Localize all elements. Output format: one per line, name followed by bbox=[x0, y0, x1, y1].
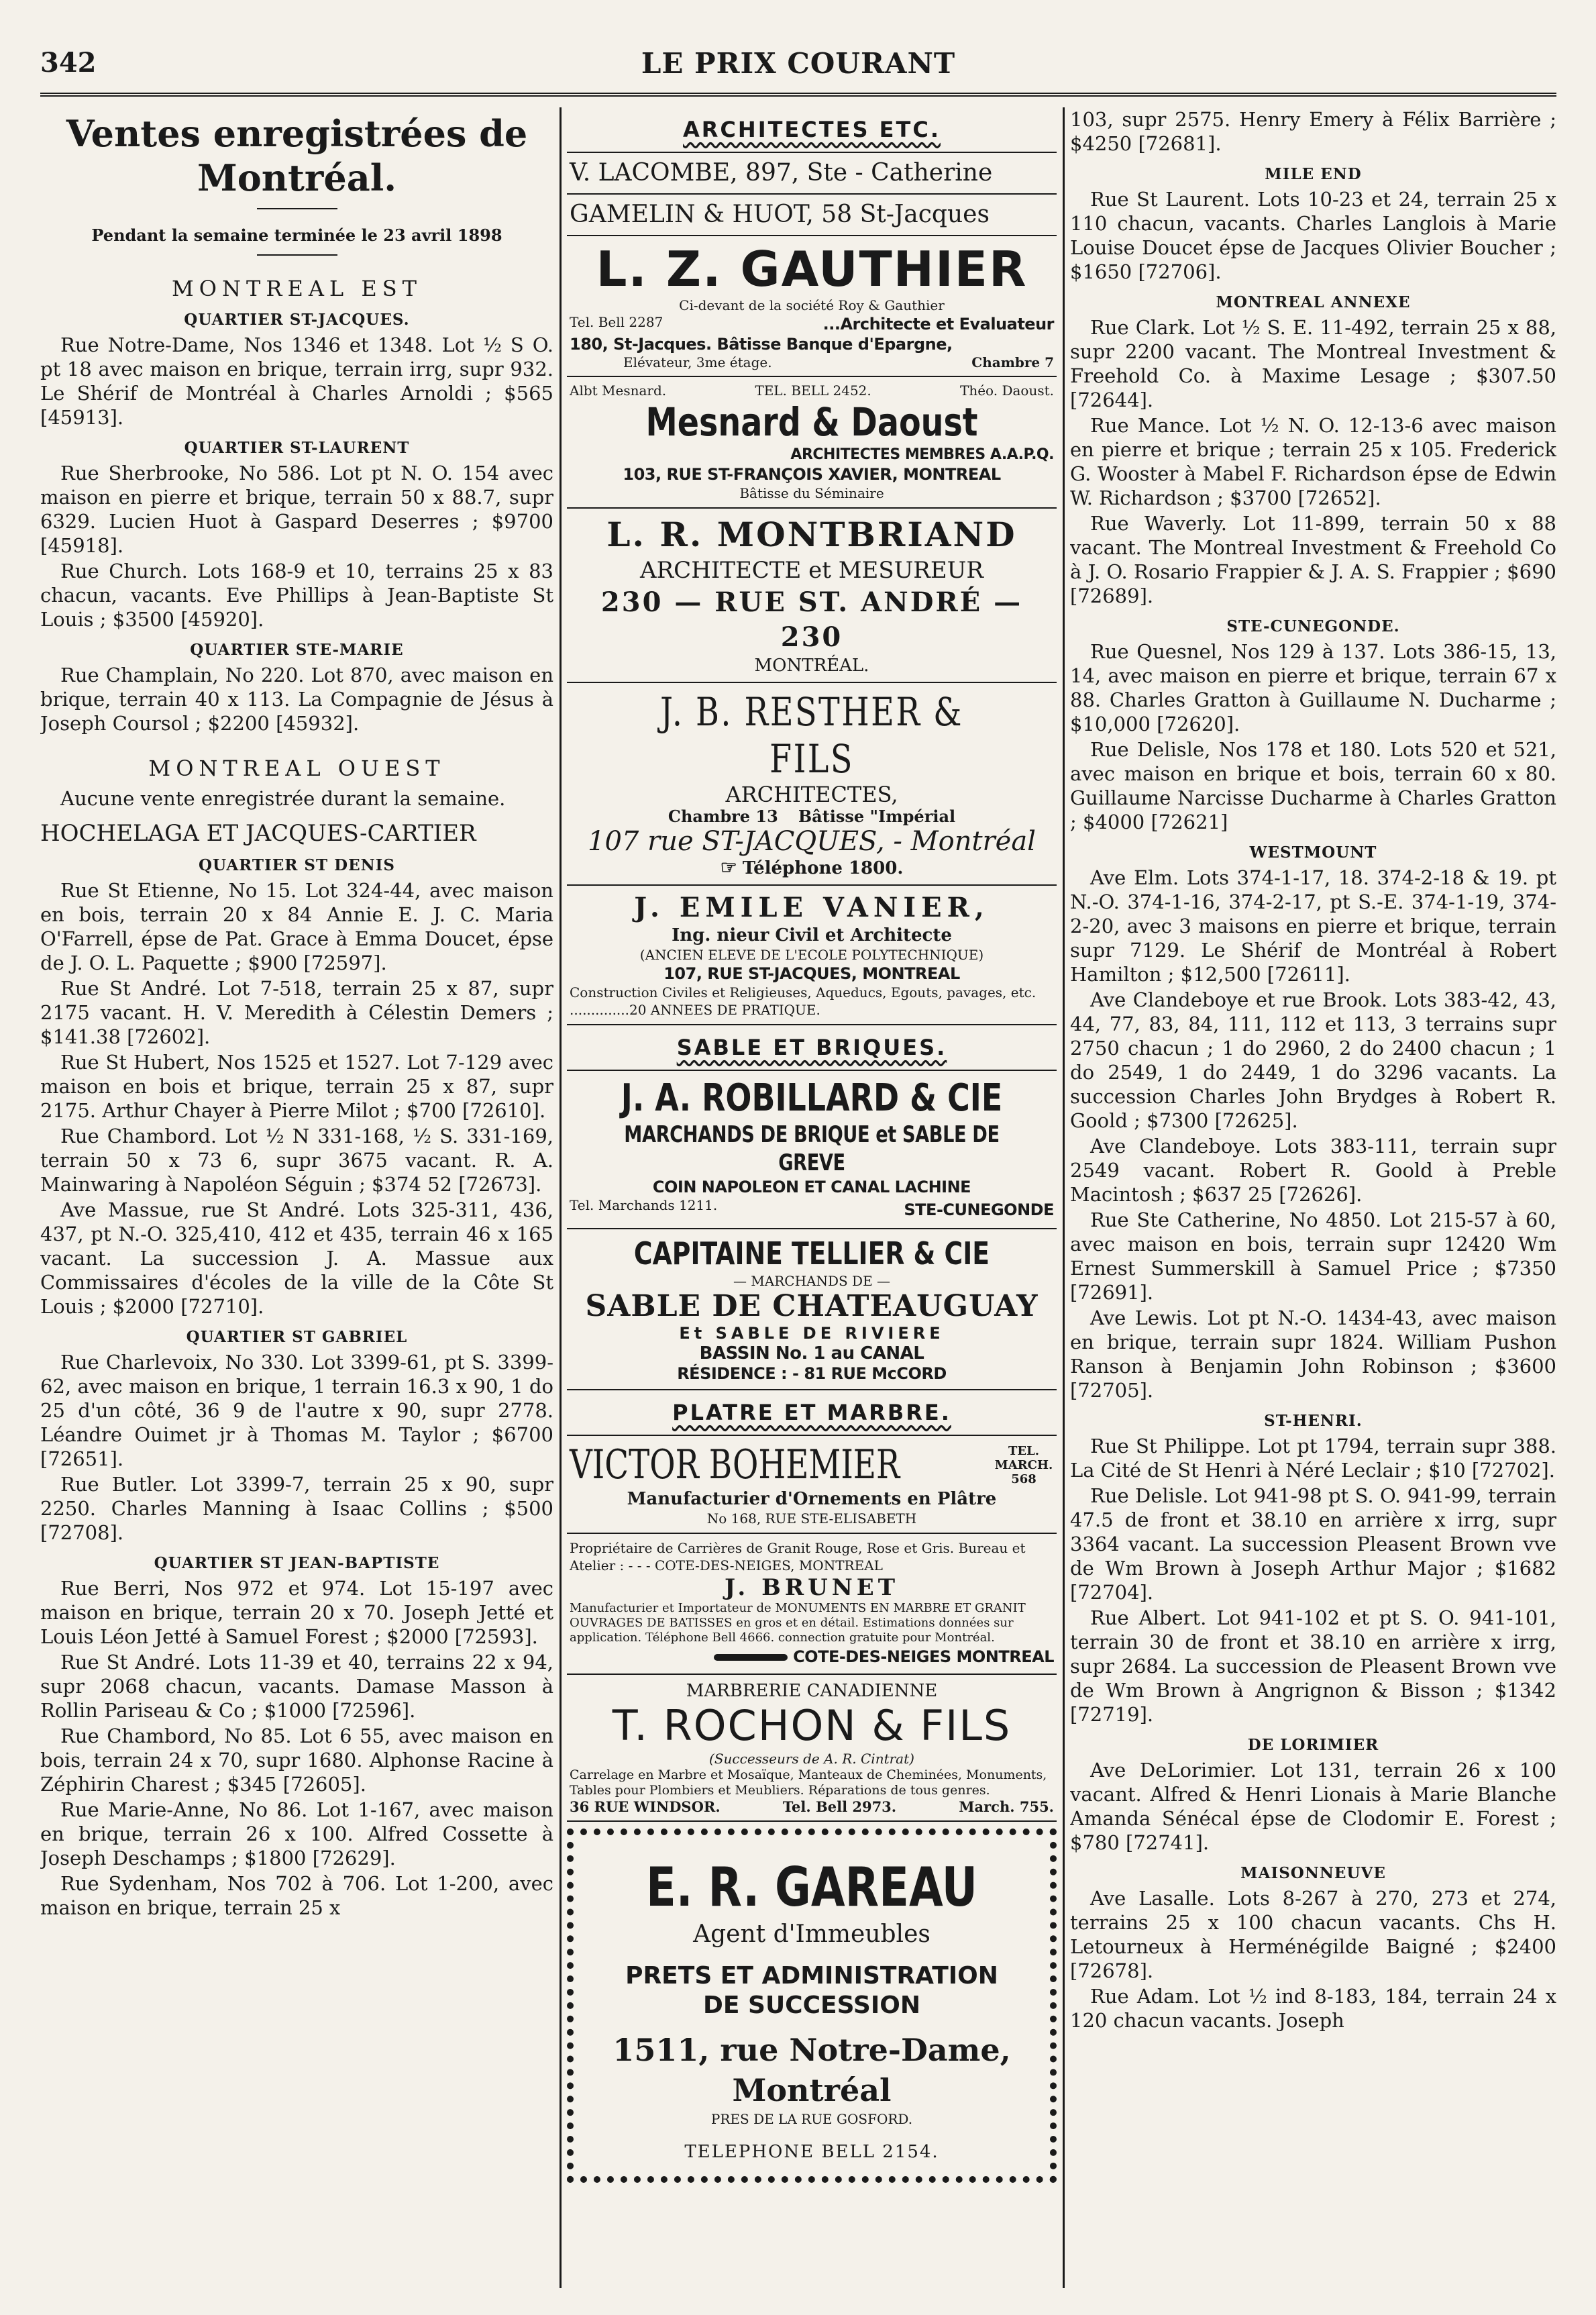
quarter-heading: QUARTIER ST DENIS bbox=[198, 856, 396, 874]
ad-row bbox=[570, 354, 1054, 370]
pointing-hand-icon: ☞ bbox=[720, 856, 737, 878]
sale-entry: Rue Quesnel, Nos 129 à 137. Lots 386-15, 13, 14, avec maison en pierre et brique, terrain 67 x 88. Charles Gratton à Guillaume N. Ducharme ; $10,000 [72620]. bbox=[1070, 640, 1556, 735]
ad-address: 107 rue ST-JACQUES, - Montréal bbox=[588, 826, 1036, 857]
sale-entry: Aucune vente enregistrée durant la semaine. bbox=[60, 787, 506, 810]
district-heading: HOCHELAGA ET JACQUES-CARTIER bbox=[40, 820, 476, 847]
ad-bohemier bbox=[567, 1436, 1057, 1534]
ad-text: ARCHITECTES MEMBRES A.A.P.Q. bbox=[790, 446, 1054, 463]
ad-address: 36 RUE WINDSOR. bbox=[570, 1798, 721, 1815]
ad-address: No 168, RUE STE-ELISABETH bbox=[706, 1510, 917, 1527]
sale-entry: Rue Albert. Lot 941-102 et pt S. O. 941-101, terrain 30 de front et 38.10 en arrière x irrg, supr 2684. La succession de Pleasent Brown vve de Wm Brown à Angrignon & Bisson ; $1342 [72719]. bbox=[1070, 1606, 1556, 1726]
ad-text: Agent d'Immeubles bbox=[693, 1920, 930, 1948]
ad-advertiser-name: J. BRUNET bbox=[724, 1574, 900, 1601]
ad-architectes-header bbox=[567, 107, 1057, 153]
sale-entry: Ave Elm. Lots 374-1-17, 18. 374-2-18 & 19. pt N.-O. 374-1-16, 374-2-17, pt S.-E. 374-1-19, 374-2-20, avec 3 maisons en pierre et brique, terrain supr 7129. Le Shérif de Montréal à Robert Hamilton ; $12,500 [72611]. bbox=[1070, 866, 1556, 986]
sale-entry: Ave Lasalle. Lots 8-267 à 270, 273 et 274, terrains 25 x 100 chacun vacants. Chs H. Letourneux à Herménégilde Baigné ; $2400 [72678]. bbox=[1070, 1887, 1556, 1982]
ad-text: ...Architecte et Evaluateur bbox=[822, 315, 1054, 333]
ad-mesnard-daoust bbox=[567, 377, 1057, 509]
sale-entry: Rue Charlevoix, No 330. Lot 3399-61, pt S. 3399-62, avec maison en brique, 1 terrain 16.3 x 90, 1 do 25 d'un côté, 36 9 de l'autre x 90, supr 2778. Léandre Ouimet jr à Thomas M. Taylor ; $6700 [72651]. bbox=[40, 1351, 553, 1470]
ad-phone: Tel. Bell 2973. bbox=[782, 1798, 897, 1815]
ad-row bbox=[570, 1441, 1054, 1488]
ad-text: Bâtisse "Impérial bbox=[798, 807, 956, 826]
ad-text: Manufacturier d'Ornements en Plâtre bbox=[627, 1489, 997, 1509]
sale-entry: Rue Waverly. Lot 11-899, terrain 50 x 88 vacant. The Montreal Investment & Freehold Co à J. O. Rosario Frappier & J. A. S. Frappier ; $690 [72689]. bbox=[1070, 512, 1556, 607]
ad-text: Chambre 7 bbox=[971, 354, 1054, 370]
sale-entry: Rue Chambord, No 85. Lot 6 55, avec maison en bois, terrain 24 x 70, supr 1680. Alphonse Racine à Zéphirin Charest ; $345 [72605]. bbox=[40, 1725, 553, 1796]
ad-phone: Tel. Bell 2287 bbox=[570, 314, 663, 330]
ad-text: BASSIN No. 1 au CANAL bbox=[699, 1343, 924, 1364]
ad-advertiser-name: CAPITAINE TELLIER & CIE bbox=[633, 1235, 990, 1272]
ad-text: (ANCIEN ELEVE DE L'ECOLE POLYTECHNIQUE) bbox=[639, 947, 984, 963]
ad-phone-text: Téléphone 1800. bbox=[742, 858, 904, 878]
section-subtitle: Pendant la semaine terminée le 23 avril 1898 bbox=[91, 225, 502, 245]
pointing-dash-icon bbox=[714, 1654, 788, 1661]
ad-sable-header bbox=[567, 1025, 1057, 1071]
ad-category-heading: PLATRE ET MARBRE. bbox=[672, 1400, 951, 1425]
sale-entry: Rue Berri, Nos 972 et 974. Lot 15-197 avec maison en brique, terrain 20 x 70. Joseph Jetté et Louis Léon Jetté à Samuel Forest ; $2000 [72593]. bbox=[40, 1577, 553, 1648]
ad-advertiser-name: L. R. MONTBRIAND bbox=[606, 515, 1017, 554]
ad-advertiser-name: L. Z. GAUTHIER bbox=[596, 241, 1028, 297]
quarter-heading: QUARTIER STE-MARIE bbox=[190, 641, 404, 659]
district-heading: ST-HENRI. bbox=[1264, 1412, 1363, 1430]
ad-phone: Tel. Marchands 1211. bbox=[570, 1197, 718, 1213]
ad-text: Chambre 13 bbox=[668, 807, 778, 826]
district-heading: MAISONNEUVE bbox=[1240, 1864, 1386, 1882]
ad-text: SABLE DE CHATEAUGUAY bbox=[585, 1289, 1039, 1323]
ad-advertiser-name: J. EMILE VANIER, bbox=[634, 892, 990, 923]
ad-address: 103, RUE ST-FRANÇOIS XAVIER, MONTREAL bbox=[623, 465, 1001, 484]
ad-address: 180, St-Jacques. Bâtisse Banque d'Epargne, bbox=[570, 335, 953, 354]
ad-address: RÉSIDENCE : - 81 RUE McCORD bbox=[677, 1364, 947, 1383]
ad-text: V. LACOMBE, 897, Ste - Catherine bbox=[570, 159, 993, 187]
ad-text: GAMELIN & HUOT, 58 St-Jacques bbox=[570, 201, 990, 228]
sale-entry: Ave Lewis. Lot pt N.-O. 1434-43, avec maison en brique, terrain supr 1824. William Pushon Ranson à Benjamin John Robinson ; $3600 [72705]. bbox=[1070, 1306, 1556, 1402]
ad-text: Propriétaire de Carrières de Granit Rouge, Rose et Gris. Bureau et Atelier : - - - COTE-DES-NEIGES, MONTREAL bbox=[570, 1540, 1026, 1574]
left-column bbox=[40, 107, 553, 2288]
ad-advertiser-name: E. R. GAREAU bbox=[645, 1856, 978, 1918]
ad-row bbox=[570, 382, 1054, 399]
ad-text: Carrelage en Marbre et Mosaïque, Manteaux de Cheminées, Monuments, Tables pour Plombiers et Meubliers. Réparations de tous genres. bbox=[570, 1767, 1047, 1798]
ad-text: Elévateur, 3me étage. bbox=[623, 354, 772, 370]
ad-text: (Successeurs de A. R. Cintrat) bbox=[709, 1751, 914, 1767]
ad-text: Ing. nieur Civil et Architecte bbox=[672, 925, 952, 945]
ad-row bbox=[570, 1197, 1054, 1223]
ad-text: Théo. Daoust. bbox=[960, 382, 1054, 399]
sale-entry: Rue Delisle. Lot 941-98 pt S. O. 941-99, terrain 47.5 de front et 38.10 en arrière x irrg, supr 3364 vacant. La succession Pleasent Brown vve de Wm Brown à Joseph Arthur Major ; $1682 [72704]. bbox=[1070, 1484, 1556, 1604]
sale-entry: Rue Clark. Lot ½ S. E. 11-492, terrain 25 x 88, supr 2200 vacant. The Montreal Investment & Freehold Co. à Maxime Lesage ; $307.50 [72644]. bbox=[1070, 316, 1556, 411]
short-rule bbox=[257, 254, 337, 256]
ad-advertiser-name: J. A. ROBILLARD & CIE bbox=[621, 1076, 1003, 1120]
sale-entry: Rue St André. Lot 7-518, terrain 25 x 87, supr 2175 vacant. H. V. Meredith à Célestin Demers ; $141.38 [72602]. bbox=[40, 977, 553, 1048]
ad-text: DE SUCCESSION bbox=[703, 1992, 920, 2019]
district-heading: MILE END bbox=[1265, 165, 1362, 183]
ad-brunet bbox=[567, 1534, 1057, 1675]
sale-entry: Rue St Philippe. Lot pt 1794, terrain supr 388. La Cité de St Henri à Néré Leclair ; $10 [72702]. bbox=[1070, 1435, 1556, 1482]
ad-address bbox=[570, 1645, 1054, 1668]
ad-platre-header bbox=[567, 1390, 1057, 1436]
ad-text: Bâtisse du Séminaire bbox=[739, 485, 884, 501]
ad-category-heading: SABLE ET BRIQUES. bbox=[676, 1035, 947, 1060]
section-title: Ventes enregistrées de Montréal. bbox=[66, 112, 528, 199]
ad-text: PRETS ET ADMINISTRATION bbox=[625, 1962, 998, 1990]
quarter-heading: QUARTIER ST-LAURENT bbox=[184, 439, 410, 457]
column-divider bbox=[1063, 107, 1065, 2288]
page-header bbox=[40, 34, 1556, 94]
sale-entry: Rue St Etienne, No 15. Lot 324-44, avec maison en bois, terrain 20 x 84 Annie E. J. C. Maria O'Farrell, épse de Pat. Grace à Emma Doucet, épse de J. O. L. Paquette ; $900 [72597]. bbox=[40, 879, 553, 974]
district-heading: MONTREAL ANNEXE bbox=[1216, 293, 1411, 311]
column-divider bbox=[560, 107, 562, 2288]
ad-address: 1511, rue Notre-Dame, Montréal bbox=[613, 2032, 1011, 2108]
ad-address: 230 — RUE ST. ANDRÉ — 230 bbox=[600, 586, 1023, 653]
ad-text: Ci-devant de la société Roy & Gauthier bbox=[679, 297, 945, 313]
sale-entry: Rue Sherbrooke, No 586. Lot pt N. O. 154 avec maison en pierre et brique, terrain 50 x 88.7, supr 6329. Lucien Huot à Gaspard Deserres ; $9700 [45918]. bbox=[40, 462, 553, 557]
sale-entry: Ave Clandeboye et rue Brook. Lots 383-42, 43, 44, 77, 83, 84, 111, 112 et 113, 3 terrains supr 2750 chacun ; 1 do 2960, 2 do 2400 chacun ; 1 do 2549, 1 do 2449, 1 do 3296 vacants. La succession Charles John Brydges à Robert R. Goold ; $7300 [72625]. bbox=[1070, 988, 1556, 1132]
district-heading: MONTREAL OUEST bbox=[148, 756, 445, 781]
ad-address: 107, RUE ST-JACQUES, MONTREAL bbox=[663, 964, 960, 983]
ad-gamelin bbox=[567, 195, 1057, 236]
ad-advertiser-name: VICTOR BOHEMIER bbox=[570, 1441, 900, 1488]
sale-entry: Ave DeLorimier. Lot 131, terrain 26 x 100 vacant. Alfred & Henri Lionais à Marie Blanche Amanda Sénécal épse de Clodomir E. Forest ; $780 [72741]. bbox=[1070, 1759, 1556, 1854]
short-rule bbox=[257, 208, 337, 209]
sale-entry: Rue St Laurent. Lots 10-23 et 24, terrain 25 x 110 chacun, vacants. Charles Langlois à Marie Louise Doucet épse de Jacques Olivier Boucher ; $1650 [72706]. bbox=[1070, 188, 1556, 283]
sale-entry: Rue Ste Catherine, No 4850. Lot 215-57 à 60, avec maison en bois, terrain supr 12420 Wm Ernest Summerskill à Samuel Price ; $7350 [72691]. bbox=[1070, 1208, 1556, 1304]
ad-text: Manufacturier et Importateur de MONUMENTS EN MARBRE ET GRANIT OUVRAGES DE BATISSES en gros et en détail. Estimations données sur application. Téléphone Bell 4666. connection gratuite pour Montréal. bbox=[570, 1601, 1026, 1645]
ad-row bbox=[570, 807, 1054, 826]
sale-entry: Rue Marie-Anne, No 86. Lot 1-167, avec maison en brique, terrain 26 x 100. Alfred Cossette à Joseph Deschamps ; $1800 [72629]. bbox=[40, 1798, 553, 1869]
ad-row bbox=[570, 1798, 1054, 1815]
sale-entry: Rue Notre-Dame, Nos 1346 et 1348. Lot ½ S O. pt 18 avec maison en brique, terrain irrg, supr 932. Le Shérif de Montréal à Charles Arnoldi ; $565 [45913]. bbox=[40, 333, 553, 429]
ad-text: Et SABLE DE RIVIERE bbox=[679, 1324, 945, 1343]
ad-gareau bbox=[567, 1829, 1057, 2183]
ad-text: ARCHITECTES, bbox=[725, 782, 898, 807]
ad-text: — MARCHANDS DE — bbox=[733, 1273, 891, 1289]
sale-entry: Ave Clandeboye. Lots 383-111, terrain supr 2549 vacant. Robert R. Goold à Preble Macintosh ; $637 25 [72626]. bbox=[1070, 1135, 1556, 1206]
sale-entry: Rue Delisle, Nos 178 et 180. Lots 520 et 521, avec maison en brique et bois, terrain 60 x 80. Guillaume Narcisse Ducharme à Charles Gratton ; $4000 [72621] bbox=[1070, 738, 1556, 833]
sale-entry: 103, supr 2575. Henry Emery à Félix Barrière ; $4250 [72681]. bbox=[1070, 108, 1556, 155]
ad-phone: TEL. BELL 2452. bbox=[755, 382, 871, 399]
advertisement-column bbox=[567, 107, 1057, 2288]
ad-phone: TELEPHONE BELL 2154. bbox=[684, 2142, 939, 2162]
ad-text: MARCHANDS DE BRIQUE et SABLE DE GREVE bbox=[624, 1121, 1000, 1176]
running-title: LE PRIX COURANT bbox=[641, 47, 956, 80]
quarter-heading: QUARTIER ST JEAN-BAPTISTE bbox=[154, 1554, 440, 1572]
district-heading: DE LORIMIER bbox=[1247, 1736, 1379, 1754]
ad-text: Construction Civiles et Religieuses, Aqueducs, Egouts, pavages, etc. ..............20 ANNEES DE PRATIQUE. bbox=[570, 984, 1036, 1018]
ad-advertiser-name: Mesnard & Daoust bbox=[645, 399, 978, 445]
ad-row bbox=[570, 314, 1054, 334]
ad-text: PRES DE LA RUE GOSFORD. bbox=[710, 2111, 913, 2127]
ad-rochon bbox=[567, 1675, 1057, 1822]
quarter-heading: QUARTIER ST-JACQUES. bbox=[184, 311, 410, 329]
ad-tellier bbox=[567, 1229, 1057, 1390]
ad-resther bbox=[567, 683, 1057, 886]
ad-city: COTE-DES-NEIGES MONTREAL bbox=[793, 1647, 1054, 1666]
ad-phone: TEL. MARCH. 568 bbox=[994, 1443, 1053, 1486]
ad-category-heading: ARCHITECTES ETC. bbox=[683, 117, 941, 142]
sale-entry: Rue St André. Lots 11-39 et 40, terrains 22 x 94, supr 2068 chacun, vacants. Damase Masson à Rollin Pariseau & Co ; $1000 [72596]. bbox=[40, 1651, 553, 1722]
district-heading: STE-CUNEGONDE. bbox=[1226, 617, 1400, 635]
sale-entry: Rue Adam. Lot ½ ind 8-183, 184, terrain 24 x 120 chacun vacants. Joseph bbox=[1070, 1985, 1556, 2032]
sale-entry: Rue Butler. Lot 3399-7, terrain 25 x 90, supr 2250. Charles Manning à Isaac Collins ; $500 [72708]. bbox=[40, 1473, 553, 1544]
ad-advertiser-name: J. B. RESTHER & FILS bbox=[660, 689, 963, 782]
ad-text: STE-CUNEGONDE bbox=[904, 1200, 1054, 1219]
ad-text: ARCHITECTE et MESUREUR bbox=[640, 557, 983, 584]
sale-entry: Rue St Hubert, Nos 1525 et 1527. Lot 7-129 avec maison en bois et brique, terrain 25 x 87, supr 2175. Arthur Chayer à Pierre Milot ; $700 [72610]. bbox=[40, 1051, 553, 1122]
ad-gauthier bbox=[567, 236, 1057, 377]
sale-entry: Rue Mance. Lot ½ N. O. 12-13-6 avec maison en pierre et brique ; terrain 25 x 105. Frederick G. Wooster à Mabel F. Richardson épse de Edwin W. Richardson ; $3700 [72652]. bbox=[1070, 414, 1556, 509]
ad-phone: March. 755. bbox=[959, 1798, 1054, 1815]
ad-text: MONTRÉAL. bbox=[754, 656, 869, 676]
quarter-heading: QUARTIER ST GABRIEL bbox=[186, 1328, 408, 1346]
sale-entry: Rue Champlain, No 220. Lot 870, avec maison en brique, terrain 40 x 113. La Compagnie de Jésus à Joseph Coursol ; $2200 [45932]. bbox=[40, 664, 553, 735]
ad-robillard bbox=[567, 1071, 1057, 1229]
ad-text: Albt Mesnard. bbox=[570, 382, 667, 399]
ad-vanier bbox=[567, 886, 1057, 1025]
district-heading: WESTMOUNT bbox=[1249, 843, 1377, 862]
right-column bbox=[1070, 107, 1556, 2288]
sale-entry: Rue Chambord. Lot ½ N 331-168, ½ S. 331-169, terrain 50 x 73 6, supr 3675 vacant. R. A. Mainwaring à Napoléon Séguin ; $374 52 [72673]. bbox=[40, 1125, 553, 1196]
header-rule bbox=[40, 93, 1556, 97]
ad-advertiser-name: T. ROCHON & FILS bbox=[612, 1701, 1012, 1750]
district-heading: MONTREAL EST bbox=[172, 276, 422, 301]
ad-phone bbox=[570, 857, 1054, 879]
sale-entry: Ave Massue, rue St André. Lots 325-311, 436, 437, pt N.-O. 325,410, 412 et 435, terrain 46 x 165 vacant. La succession J. A. Massue aux Commissaires d'écoles de la ville de la Côte St Louis ; $2000 [72710]. bbox=[40, 1198, 553, 1318]
page-number: 342 bbox=[40, 47, 97, 79]
ad-lacombe bbox=[567, 153, 1057, 195]
sale-entry: Rue Sydenham, Nos 702 à 706. Lot 1-200, avec maison en brique, terrain 25 x bbox=[40, 1872, 553, 1919]
sale-entry: Rue Church. Lots 168-9 et 10, terrains 25 x 83 chacun, vacants. Eve Phillips à Jean-Baptiste St Louis ; $3500 [45920]. bbox=[40, 560, 553, 631]
ad-category-heading: MARBRERIE CANADIENNE bbox=[686, 1681, 938, 1701]
ad-address: COIN NAPOLEON ET CANAL LACHINE bbox=[652, 1178, 971, 1196]
ad-montbriand bbox=[567, 509, 1057, 683]
